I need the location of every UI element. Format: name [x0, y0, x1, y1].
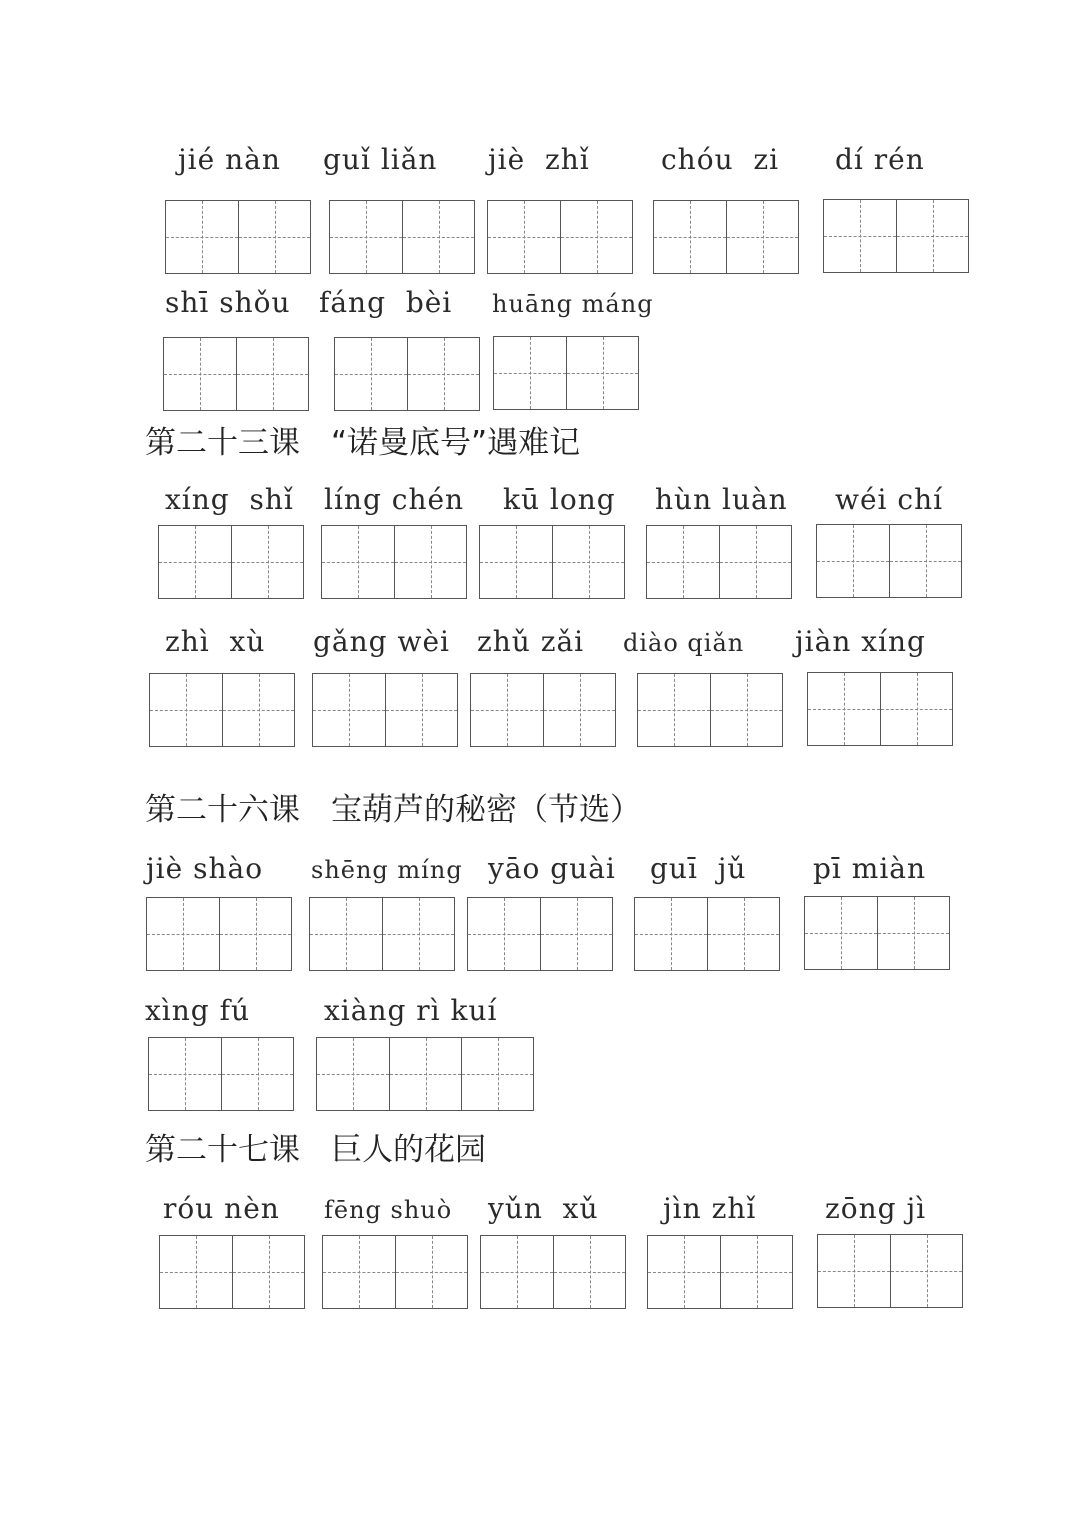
writing-grid[interactable] [309, 897, 455, 971]
writing-grid[interactable] [334, 337, 480, 411]
pinyin-label: guī jǔ [650, 852, 747, 885]
writing-grid[interactable] [329, 200, 475, 274]
writing-grid[interactable] [467, 897, 613, 971]
writing-grid[interactable] [804, 896, 950, 970]
writing-grid[interactable] [493, 336, 639, 410]
writing-grid[interactable] [312, 673, 458, 747]
pinyin-label: huāng máng [492, 290, 654, 318]
writing-grid[interactable] [322, 1235, 468, 1309]
writing-grid[interactable] [159, 1235, 305, 1309]
writing-grid[interactable] [470, 673, 616, 747]
pinyin-label: zhì xù [165, 625, 266, 658]
writing-grid[interactable] [816, 524, 962, 598]
pinyin-label: xiàng rì kuí [324, 994, 498, 1027]
pinyin-label: jìn zhǐ [663, 1192, 757, 1225]
pinyin-label: kū long [503, 483, 616, 516]
pinyin-label: jiàn xíng [795, 625, 926, 658]
writing-grid[interactable] [653, 200, 799, 274]
pinyin-label: pī miàn [813, 852, 927, 885]
pinyin-label: guǐ liǎn [323, 143, 438, 176]
pinyin-label: gǎng wèi [313, 625, 450, 658]
writing-grid[interactable] [487, 200, 633, 274]
pinyin-label: shī shǒu [165, 286, 291, 319]
writing-grid[interactable] [823, 199, 969, 273]
pinyin-label: zhǔ zǎi [477, 625, 585, 658]
writing-grid[interactable] [807, 672, 953, 746]
pinyin-label: fáng bèi [319, 286, 453, 319]
pinyin-label: jiè zhǐ [488, 143, 590, 176]
pinyin-label: wéi chí [835, 483, 944, 516]
pinyin-label: jié nàn [178, 143, 281, 176]
pinyin-label: yāo guài [488, 852, 616, 885]
writing-grid[interactable] [146, 897, 292, 971]
writing-grid[interactable] [634, 897, 780, 971]
writing-grid[interactable] [163, 337, 309, 411]
pinyin-label: zōng jì [825, 1192, 927, 1225]
writing-grid[interactable] [321, 525, 467, 599]
pinyin-label: líng chén [324, 483, 465, 516]
pinyin-label: róu nèn [163, 1192, 280, 1225]
writing-grid[interactable] [165, 200, 311, 274]
pinyin-label: xíng shǐ [165, 483, 294, 516]
writing-grid[interactable] [316, 1037, 534, 1111]
writing-grid[interactable] [646, 525, 792, 599]
pinyin-label: xìng fú [145, 994, 250, 1027]
pinyin-label: jiè shào [146, 852, 264, 885]
pinyin-label: shēng míng [311, 856, 463, 884]
writing-grid[interactable] [647, 1235, 793, 1309]
pinyin-label: hùn luàn [655, 483, 788, 516]
writing-grid[interactable] [480, 1235, 626, 1309]
pinyin-label: diào qiǎn [623, 629, 745, 657]
writing-grid[interactable] [479, 525, 625, 599]
pinyin-label: fēng shuò [324, 1196, 453, 1224]
pinyin-label: yǔn xǔ [488, 1192, 599, 1225]
pinyin-label: chóu zi [661, 143, 780, 176]
writing-grid[interactable] [158, 525, 304, 599]
writing-grid[interactable] [637, 673, 783, 747]
pinyin-label: dí rén [835, 143, 925, 176]
writing-grid[interactable] [149, 673, 295, 747]
lesson-heading: 第二十六课 宝葫芦的秘密（节选） [145, 792, 641, 828]
writing-grid[interactable] [148, 1037, 294, 1111]
writing-grid[interactable] [817, 1234, 963, 1308]
lesson-heading: 第二十七课 巨人的花园 [145, 1132, 486, 1168]
lesson-heading: 第二十三课 “诺曼底号”遇难记 [145, 425, 581, 461]
